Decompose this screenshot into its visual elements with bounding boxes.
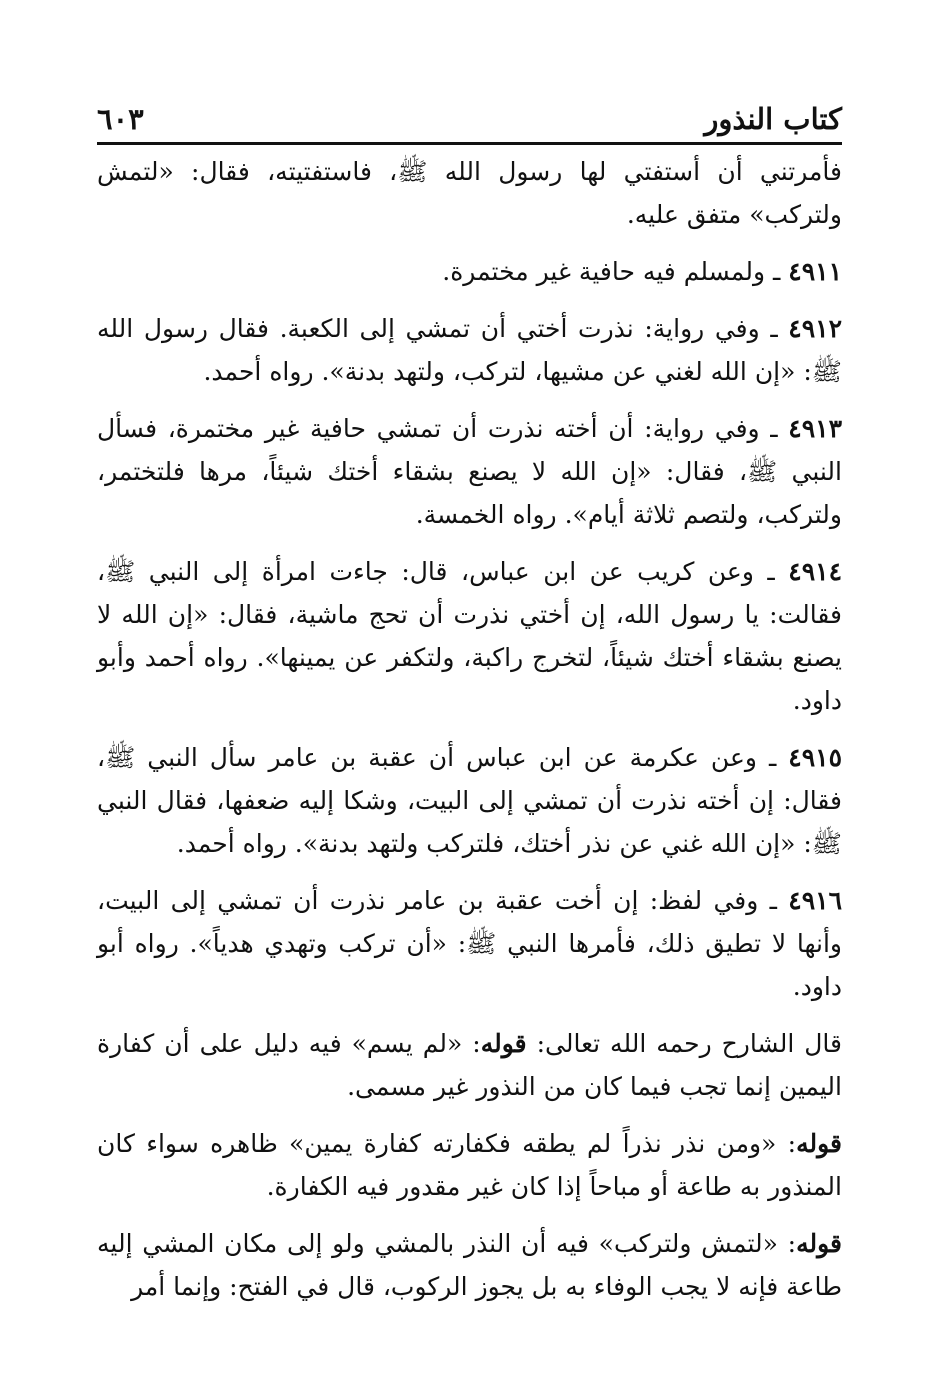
chapter-title: كتاب النذور: [704, 102, 842, 136]
qawluhu-keyword: قوله: [796, 1129, 842, 1158]
qawluhu-keyword: قوله: [480, 1029, 527, 1058]
hadith-4911: [97, 250, 842, 293]
page-number: ٦٠٣: [97, 102, 144, 136]
paragraph-text: : «ومن نذر نذراً لم يطقه فكفارته كفارة يمين» ظاهره سواء كان المنذور به طاعة أو مباحاً إذا كان غير مقدور فيه الكفارة.: [97, 1129, 842, 1201]
paragraph-text: ـ وعن عكرمة عن ابن عباس أن عقبة بن عامر سأل النبي ﷺ، فقال: إن أخته نذرت أن تمشي إلى البيت، وشكا إليه ضعفها، فقال النبي ﷺ: «إن الله غني عن نذر أختك، فلتركب ولتهد بدنة». رواه أحمد.: [97, 743, 842, 858]
paragraph-text: : «لم يسم» فيه دليل على أن كفارة اليمين إنما تجب فيما كان من النذور غير مسمى.: [97, 1029, 842, 1101]
hadith-4913: [97, 407, 842, 536]
hadith-4916: [97, 879, 842, 1008]
paragraph-continuation: [97, 150, 842, 236]
hadith-number: ٤٩١٢: [788, 314, 842, 343]
page-body: [97, 150, 842, 1322]
hadith-4912: [97, 307, 842, 393]
hadith-number: ٤٩١٣: [788, 414, 842, 443]
hadith-4915: [97, 736, 842, 865]
commentary-paragraph: [97, 1222, 842, 1308]
paragraph-text: ـ وفي رواية: أن أخته نذرت أن تمشي حافية غير مختمرة، فسأل النبي ﷺ، فقال: «إن الله لا يصنع بشقاء أختك شيئاً، مرها فلتختمر، ولتركب، ولتصم ثلاثة أيام». رواه الخمسة.: [97, 414, 842, 529]
commentary-paragraph: [97, 1122, 842, 1208]
paragraph-text: ـ وفي رواية: نذرت أختي أن تمشي إلى الكعبة. فقال رسول الله ﷺ: «إن الله لغني عن مشيها، لتركب، ولتهد بدنة». رواه أحمد.: [97, 314, 842, 386]
hadith-number: ٤٩١٦: [788, 886, 842, 915]
hadith-number: ٤٩١٥: [788, 743, 842, 772]
page-header: [97, 84, 842, 145]
hadith-number: ٤٩١١: [788, 257, 842, 286]
paragraph-text: فأمرتني أن أستفتي لها رسول الله ﷺ، فاستفتيته، فقال: «لتمش ولتركب» متفق عليه.: [97, 157, 842, 229]
commentary-intro: قال الشارح رحمه الله تعالى:: [526, 1029, 842, 1058]
paragraph-text: ـ وعن كريب عن ابن عباس، قال: جاءت امرأة إلى النبي ﷺ، فقالت: يا رسول الله، إن أختي نذرت أن تحج ماشية، فقال: «إن الله لا يصنع بشقاء أختك شيئاً، لتخرج راكبة، ولتكفر عن يمينها». رواه أحمد وأبو داود.: [97, 557, 842, 715]
hadith-4914: [97, 550, 842, 722]
paragraph-text: : «لتمش ولتركب» فيه أن النذر بالمشي ولو إلى مكان المشي إليه طاعة فإنه لا يجب الوفاء به بل يجوز الركوب، قال في الفتح: وإنما أمر: [97, 1229, 842, 1301]
paragraph-text: ـ ولمسلم فيه حافية غير مختمرة.: [442, 257, 789, 286]
paragraph-text: ـ وفي لفظ: إن أخت عقبة بن عامر نذرت أن تمشي إلى البيت، وأنها لا تطيق ذلك، فأمرها النبي ﷺ: «أن تركب وتهدي هدياً». رواه أبو داود.: [97, 886, 842, 1001]
commentary-paragraph: [97, 1022, 842, 1108]
qawluhu-keyword: قوله: [796, 1229, 842, 1258]
hadith-number: ٤٩١٤: [788, 557, 842, 586]
